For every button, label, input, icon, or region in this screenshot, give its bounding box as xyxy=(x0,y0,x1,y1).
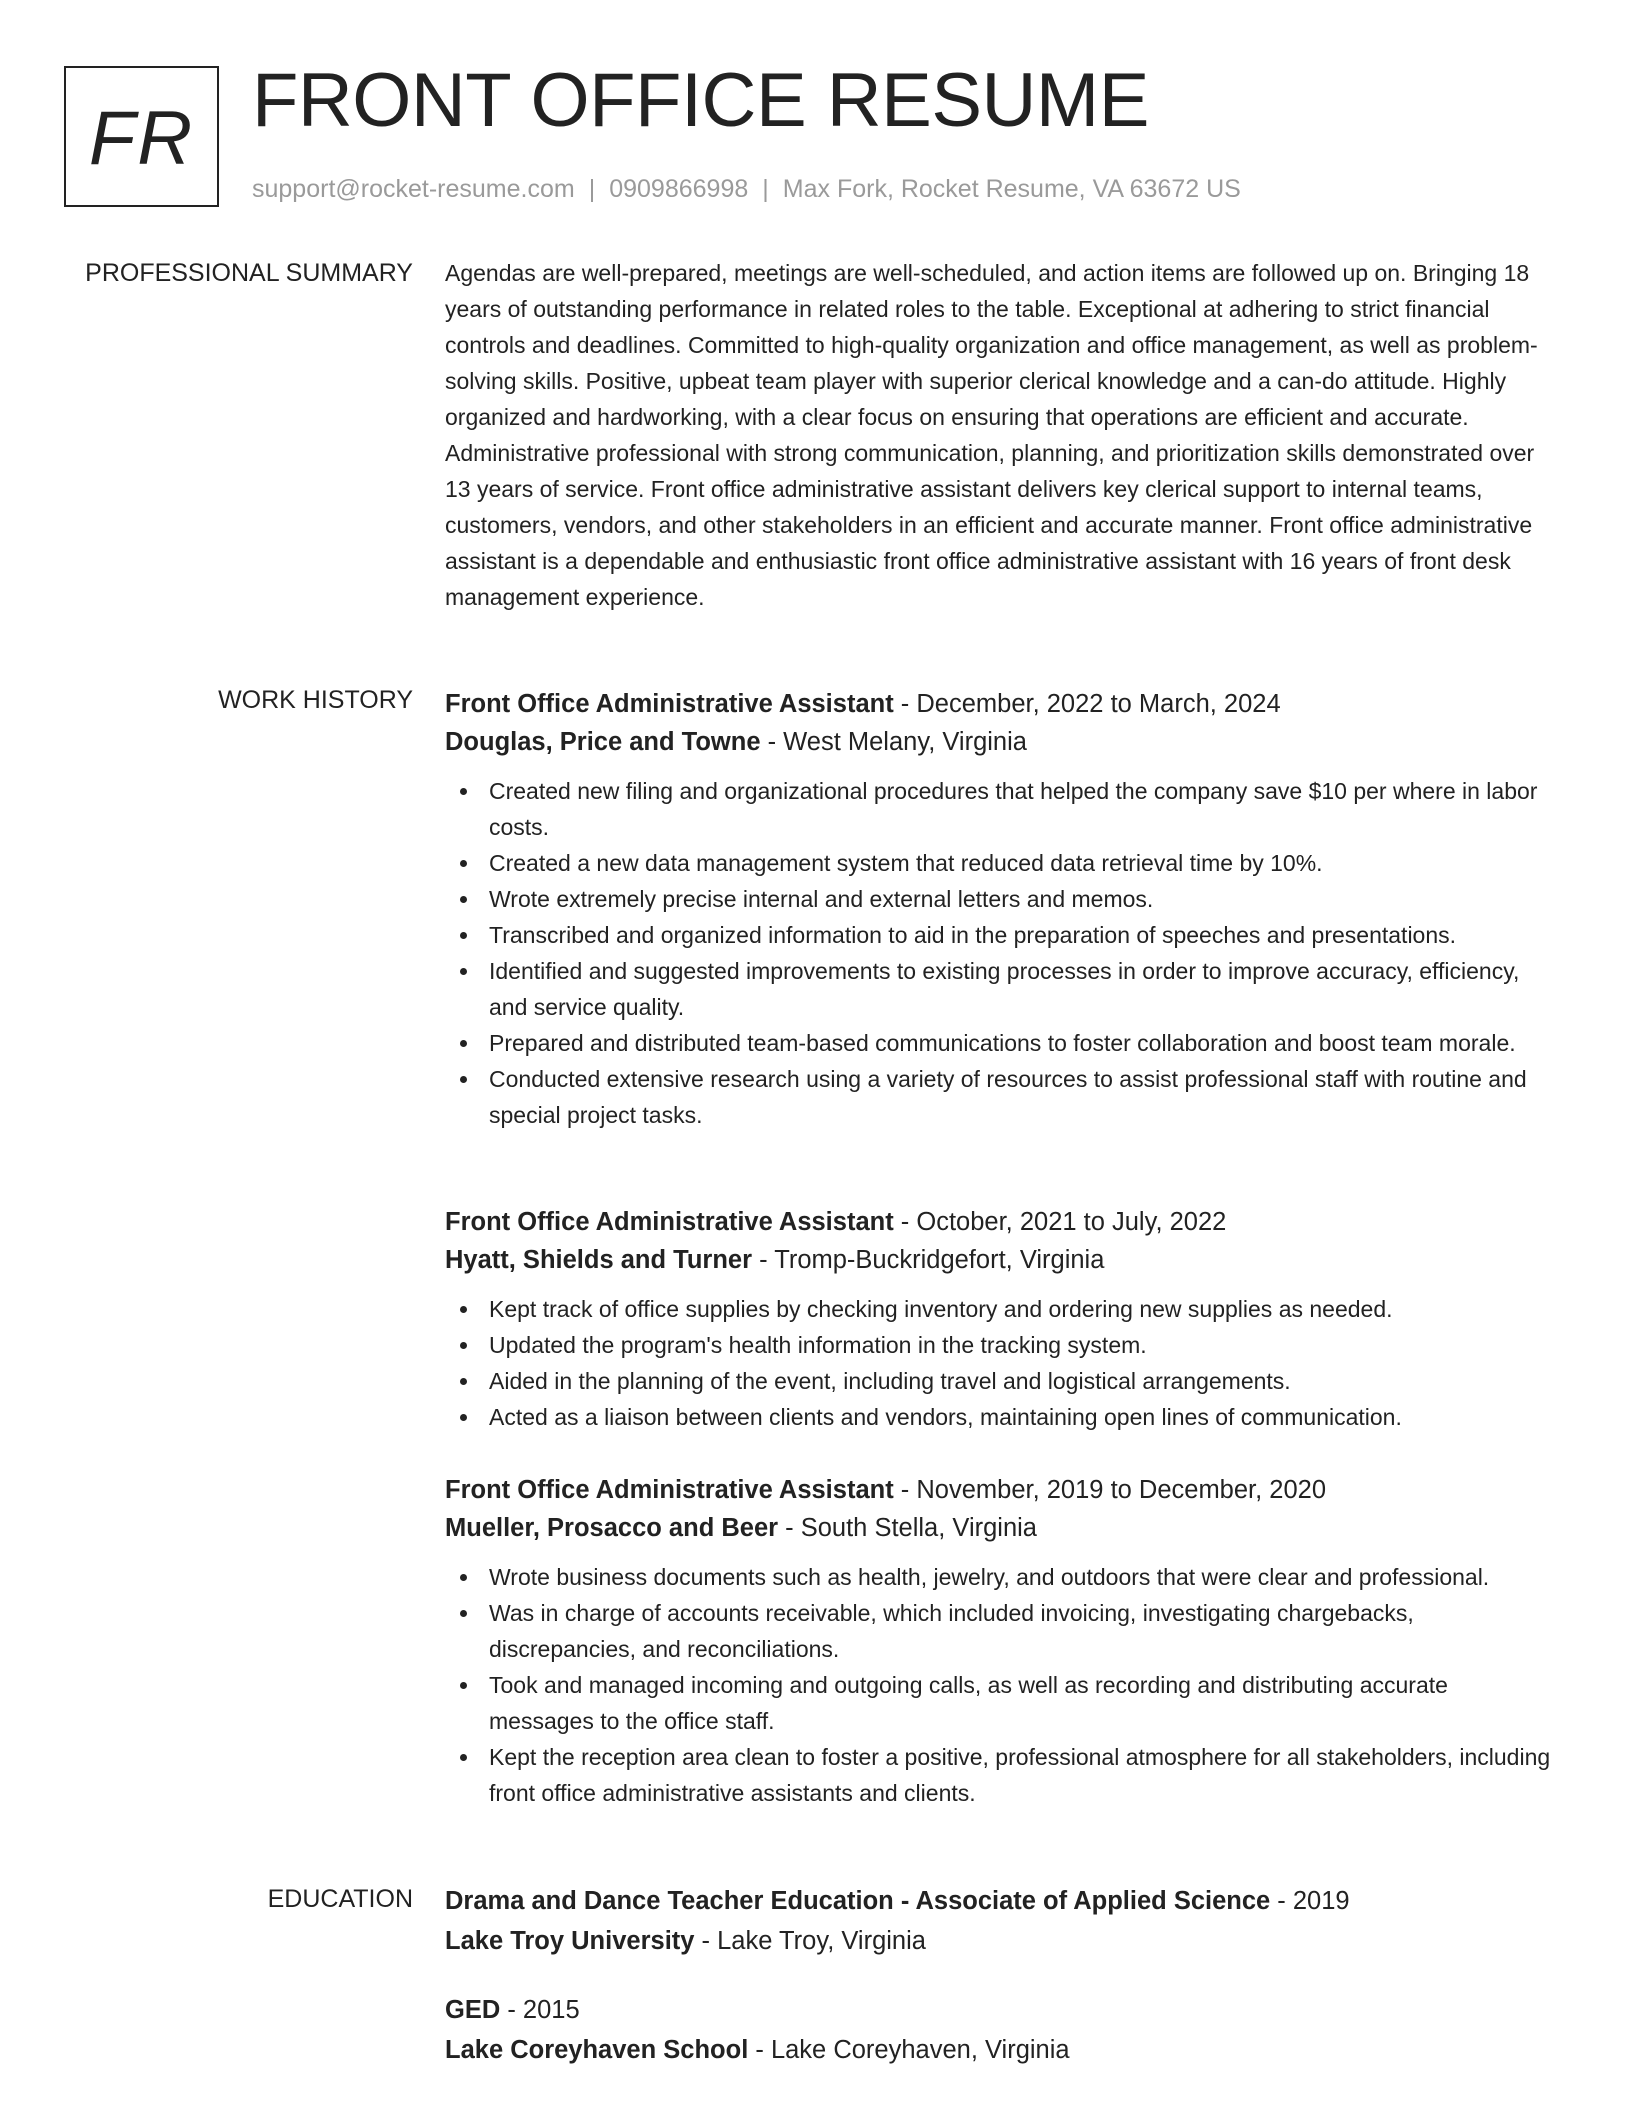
job-duty: Conducted extensive research using a variety of resources to assist professional staff with routine and special project tasks. xyxy=(445,1061,1555,1133)
job-duty: Aided in the planning of the event, including travel and logistical arrangements. xyxy=(445,1363,1555,1399)
job-company-line xyxy=(445,1509,1555,1547)
education-degree: GED xyxy=(445,1996,501,2024)
job-duties-list xyxy=(445,1559,1555,1811)
job-company-line xyxy=(445,1241,1555,1279)
resume-title: FRONT OFFICE RESUME xyxy=(252,58,1149,143)
job-title-line xyxy=(445,685,1555,723)
job-duty: Was in charge of accounts receivable, which included invoicing, investigating chargebacks, discrepancies, and reconciliations. xyxy=(445,1595,1555,1667)
job-duty: Transcribed and organized information to aid in the preparation of speeches and presentations. xyxy=(445,917,1555,953)
summary-body xyxy=(445,258,1555,618)
job-duty: Wrote extremely precise internal and external letters and memos. xyxy=(445,881,1555,917)
job-company-line xyxy=(445,723,1555,761)
education-year: - 2019 xyxy=(1270,1887,1350,1915)
education-entry xyxy=(445,1990,1555,2070)
education-school-line xyxy=(445,1921,1555,1961)
job-duty: Created a new data management system that reduced data retrieval time by 10%. xyxy=(445,845,1555,881)
job-company: Hyatt, Shields and Turner xyxy=(445,1246,752,1274)
job-duty: Acted as a liaison between clients and vendors, maintaining open lines of communication. xyxy=(445,1399,1555,1435)
education-school-line xyxy=(445,2030,1555,2070)
education-degree-line xyxy=(445,1990,1555,2030)
contact-email[interactable]: support@rocket-resume.com xyxy=(252,175,575,203)
job-duty: Created new filing and organizational procedures that helped the company save $10 per where in labor costs. xyxy=(445,773,1555,845)
job-dates: - December, 2022 to March, 2024 xyxy=(893,690,1281,718)
job-company: Douglas, Price and Towne xyxy=(445,728,761,756)
summary-text: Agendas are well-prepared, meetings are well-scheduled, and action items are followed up on. Bringing 18 years of outstanding performance in related roles to the table. Exceptional at adhering to strict financial controls and deadlines. Committed to high-quality organization and office management, as well as problem-solving skills. Positive, upbeat team player with superior clerical knowledge and a can-do attitude. Highly organized and hardworking, with a clear focus on ensuring that operations are efficient and accurate. Administrative professional with strong communication, planning, and prioritization skills demonstrated over 13 years of service. Front office administrative assistant delivers key clerical support to internal teams, customers, vendors, and other stakeholders in an efficient and accurate manner. Front office administrative assistant is a dependable and enthusiastic front office administrative assistant with 16 years of front desk management experience. xyxy=(445,260,1538,610)
job-location: - South Stella, Virginia xyxy=(778,1514,1037,1542)
work-history-heading: WORK HISTORY xyxy=(218,686,413,714)
job-entry xyxy=(445,1471,1555,1811)
job-location: - Tromp-Buckridgefort, Virginia xyxy=(752,1246,1105,1274)
contact-address: Max Fork, Rocket Resume, VA 63672 US xyxy=(782,175,1241,203)
job-dates: - October, 2021 to July, 2022 xyxy=(893,1208,1227,1236)
job-duty: Kept track of office supplies by checking inventory and ordering new supplies as needed. xyxy=(445,1291,1555,1327)
education-year: - 2015 xyxy=(500,1996,580,2024)
contact-separator: | xyxy=(588,175,596,203)
job-entry xyxy=(445,1203,1555,1435)
contact-phone[interactable]: 0909866998 xyxy=(609,175,749,203)
job-title: Front Office Administrative Assistant xyxy=(445,1208,894,1236)
job-duty: Took and managed incoming and outgoing calls, as well as recording and distributing accurate messages to the office staff. xyxy=(445,1667,1555,1739)
job-title: Front Office Administrative Assistant xyxy=(445,690,894,718)
education-location: - Lake Coreyhaven, Virginia xyxy=(748,2036,1070,2064)
monogram-initials: FR xyxy=(88,95,195,181)
education-entry xyxy=(445,1881,1555,1961)
job-title: Front Office Administrative Assistant xyxy=(445,1476,894,1504)
education-school: Lake Coreyhaven School xyxy=(445,2036,749,2064)
monogram-box xyxy=(64,66,219,207)
education-degree-line xyxy=(445,1881,1555,1921)
job-title-line xyxy=(445,1203,1555,1241)
job-duty: Updated the program's health information in the tracking system. xyxy=(445,1327,1555,1363)
education-school: Lake Troy University xyxy=(445,1927,695,1955)
contact-line xyxy=(252,174,1241,204)
job-title-line xyxy=(445,1471,1555,1509)
job-dates: - November, 2019 to December, 2020 xyxy=(893,1476,1327,1504)
job-duties-list xyxy=(445,1291,1555,1435)
job-duty: Wrote business documents such as health, jewelry, and outdoors that were clear and professional. xyxy=(445,1559,1555,1595)
summary-heading: PROFESSIONAL SUMMARY xyxy=(85,259,413,287)
job-duty: Identified and suggested improvements to existing processes in order to improve accuracy, efficiency, and service quality. xyxy=(445,953,1555,1025)
job-location: - West Melany, Virginia xyxy=(760,728,1027,756)
job-duty: Kept the reception area clean to foster a positive, professional atmosphere for all stakeholders, including front office administrative assistants and clients. xyxy=(445,1739,1555,1811)
job-company: Mueller, Prosacco and Beer xyxy=(445,1514,779,1542)
education-degree: Drama and Dance Teacher Education - Associate of Applied Science xyxy=(445,1887,1271,1915)
contact-separator: | xyxy=(762,175,769,203)
education-location: - Lake Troy, Virginia xyxy=(694,1927,926,1955)
job-entry xyxy=(445,685,1555,1133)
job-duty: Prepared and distributed team-based communications to foster collaboration and boost team morale. xyxy=(445,1025,1555,1061)
education-heading: EDUCATION xyxy=(267,1885,413,1913)
job-duties-list xyxy=(445,773,1555,1133)
